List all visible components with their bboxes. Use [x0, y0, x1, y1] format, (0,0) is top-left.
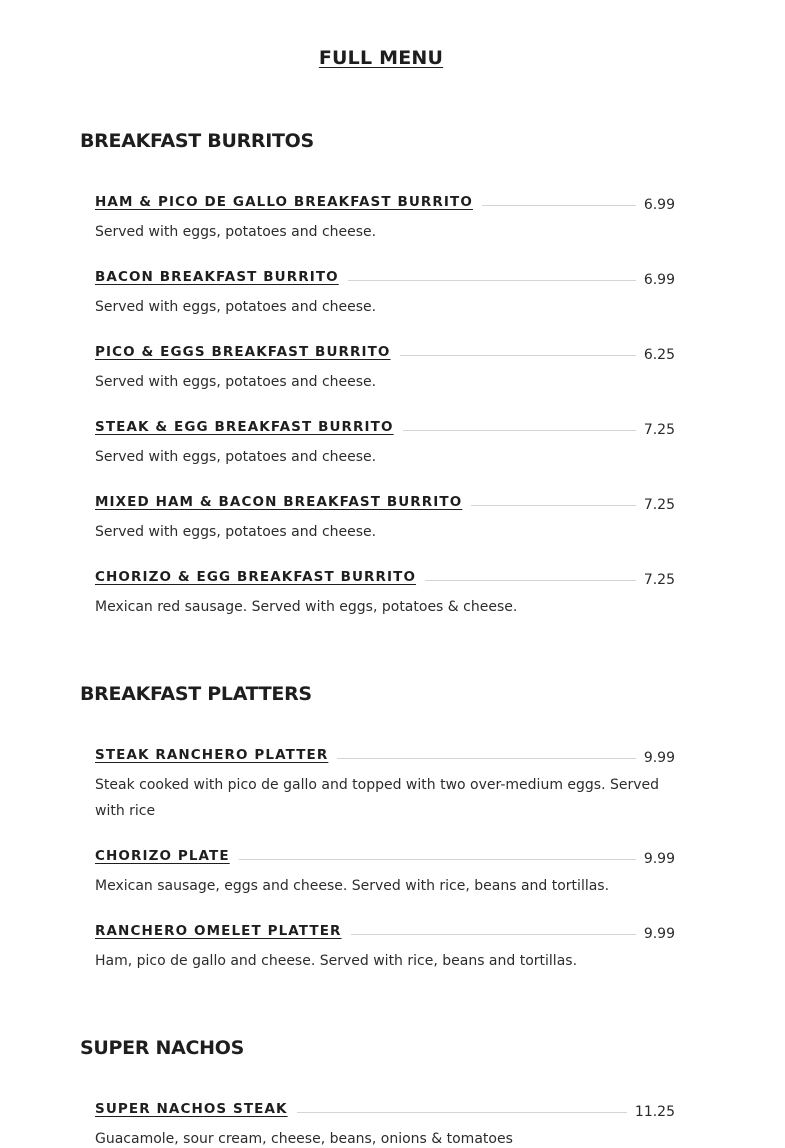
item-description: Mexican sausage, eggs and cheese. Served with rice, beans and tortillas.: [95, 878, 610, 894]
item-name-link[interactable]: MIXED HAM & BACON BREAKFAST BURRITO: [95, 494, 463, 510]
menu-item: [95, 1098, 675, 1148]
item-price: 9.99: [643, 925, 675, 942]
item-name-link[interactable]: PICO & EGGS BREAKFAST BURRITO: [95, 344, 391, 360]
item-description: Served with eggs, potatoes and cheese.: [95, 224, 377, 240]
item-price: 7.25: [643, 571, 675, 588]
item-price: 6.99: [643, 271, 675, 288]
item-price: 7.25: [643, 421, 675, 438]
item-description: Ham, pico de gallo and cheese. Served with rice, beans and tortillas.: [95, 953, 578, 969]
item-price: 6.99: [643, 196, 675, 213]
price-leader-line: [348, 280, 636, 281]
price-leader-line: [337, 758, 635, 759]
menu-item: [95, 920, 675, 974]
item-price: 6.25: [643, 346, 675, 363]
item-price: 11.25: [634, 1103, 675, 1120]
item-description: Served with eggs, potatoes and cheese.: [95, 374, 377, 390]
item-name-link[interactable]: CHORIZO & EGG BREAKFAST BURRITO: [95, 569, 417, 585]
menu-item: [95, 416, 675, 470]
price-leader-line: [403, 430, 636, 431]
item-name-link[interactable]: HAM & PICO DE GALLO BREAKFAST BURRITO: [95, 194, 473, 210]
item-price: 9.99: [643, 749, 675, 766]
item-description: Steak cooked with pico de gallo and topped with two over-medium eggs. Served with rice: [95, 777, 660, 819]
item-name-link[interactable]: STEAK & EGG BREAKFAST BURRITO: [95, 419, 394, 435]
item-description: Served with eggs, potatoes and cheese.: [95, 524, 377, 540]
menu-item: [95, 744, 675, 824]
price-leader-line: [471, 505, 636, 506]
menu-item: [95, 566, 675, 620]
menu-item: [95, 845, 675, 899]
price-leader-line: [482, 205, 636, 206]
item-name-link[interactable]: RANCHERO OMELET PLATTER: [95, 923, 342, 939]
item-price: 9.99: [643, 850, 675, 867]
item-name-link[interactable]: BACON BREAKFAST BURRITO: [95, 269, 339, 285]
item-name-link[interactable]: CHORIZO PLATE: [95, 848, 230, 864]
price-leader-line: [239, 859, 636, 860]
menu-item: [95, 266, 675, 320]
menu-item: [95, 491, 675, 545]
price-leader-line: [297, 1112, 627, 1113]
section-heading: SUPER NACHOS: [80, 1037, 244, 1059]
item-description: Served with eggs, potatoes and cheese.: [95, 299, 377, 315]
price-leader-line: [351, 934, 636, 935]
item-name-link[interactable]: SUPER NACHOS STEAK: [95, 1101, 288, 1117]
price-leader-line: [400, 355, 636, 356]
item-description: Served with eggs, potatoes and cheese.: [95, 449, 377, 465]
item-description: Guacamole, sour cream, cheese, beans, onions & tomatoes: [95, 1131, 513, 1147]
price-leader-line: [425, 580, 636, 581]
section-heading: BREAKFAST BURRITOS: [80, 130, 314, 152]
page-title: FULL MENU: [318, 47, 444, 69]
menu-item: [95, 341, 675, 395]
item-price: 7.25: [643, 496, 675, 513]
section-heading: BREAKFAST PLATTERS: [80, 683, 312, 705]
item-name-link[interactable]: STEAK RANCHERO PLATTER: [95, 747, 329, 763]
item-description: Mexican red sausage. Served with eggs, potatoes & cheese.: [95, 599, 518, 615]
menu-item: [95, 191, 675, 245]
